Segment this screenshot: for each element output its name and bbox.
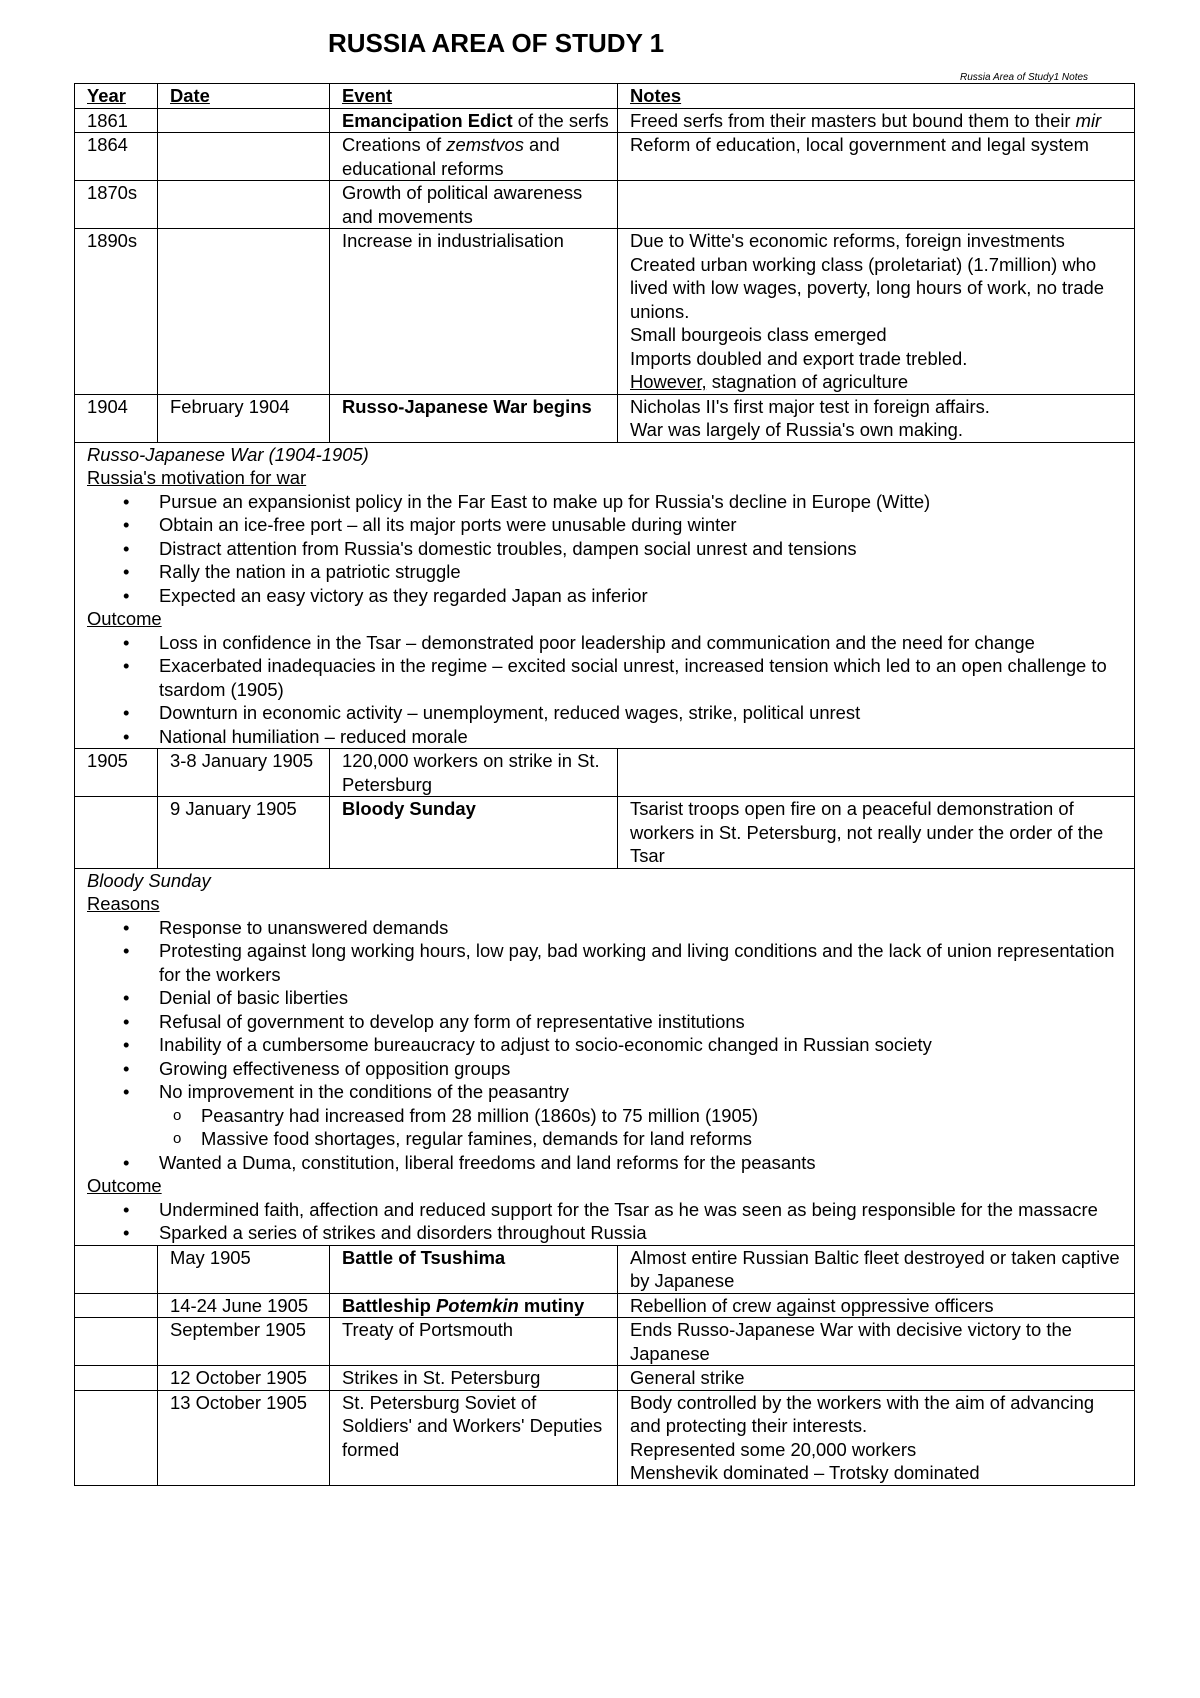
subsection-heading: Reasons xyxy=(87,893,160,914)
reasons-list xyxy=(87,916,1126,1175)
event-bold: Battleship xyxy=(342,1294,437,1316)
notes-cell: General strike xyxy=(618,1366,1135,1391)
page-title: RUSSIA AREA OF STUDY 1 xyxy=(328,28,665,58)
list-item: • Loss in confidence in the Tsar – demonstrated poor leadership and communication and the need for change xyxy=(159,631,1126,655)
section-cell xyxy=(75,868,1135,1245)
table-row xyxy=(75,749,1135,797)
date-cell xyxy=(158,181,330,229)
date-cell xyxy=(158,229,330,395)
notes-cell: Rebellion of crew against oppressive officers xyxy=(618,1293,1135,1318)
notes-text: stagnation of agriculture xyxy=(706,371,909,392)
notes-line: Nicholas II's first major test in foreign affairs. xyxy=(630,395,990,417)
notes-cell xyxy=(618,394,1135,442)
section-row-russo-japanese-war xyxy=(75,442,1135,749)
date-cell: 9 January 1905 xyxy=(158,797,330,869)
list-item: • Exacerbated inadequacies in the regime – excited social unrest, increased tension which led to an open challenge to tsardom (1905) xyxy=(159,654,1126,701)
year-cell xyxy=(75,797,158,869)
list-item: • Inability of a cumbersome bureaucracy to adjust to socio-economic changed in Russian society xyxy=(159,1033,1126,1057)
table-row xyxy=(75,1293,1135,1318)
list-item: • National humiliation – reduced morale xyxy=(159,725,1126,749)
notes-cell: Ends Russo-Japanese War with decisive victory to the Japanese xyxy=(618,1318,1135,1366)
list-item: • Sparked a series of strikes and disorders throughout Russia xyxy=(159,1221,1126,1245)
list-item: • Protesting against long working hours, low pay, bad working and living conditions and the lack of union representation for the workers xyxy=(159,939,1126,986)
notes-line: Represented some 20,000 workers xyxy=(630,1438,917,1460)
subsection-heading: Outcome xyxy=(87,1175,162,1196)
year-cell: 1870s xyxy=(75,181,158,229)
event-text: and educational reforms xyxy=(342,134,560,179)
notes-cell xyxy=(618,749,1135,797)
header-event: Event xyxy=(330,84,618,109)
event-cell: Growth of political awareness and movements xyxy=(330,181,618,229)
list-item: • Growing effectiveness of opposition groups xyxy=(159,1057,1126,1081)
section-heading: Bloody Sunday xyxy=(87,869,211,891)
outcome-list xyxy=(87,1198,1126,1245)
event-cell: Strikes in St. Petersburg xyxy=(330,1366,618,1391)
header-year: Year xyxy=(75,84,158,109)
year-cell xyxy=(75,1390,158,1485)
year-cell xyxy=(75,1366,158,1391)
list-item: • Obtain an ice-free port – all its major ports were unusable during winter xyxy=(159,513,1126,537)
notes-cell xyxy=(618,181,1135,229)
date-cell: 3-8 January 1905 xyxy=(158,749,330,797)
table-row xyxy=(75,181,1135,229)
year-cell: 1864 xyxy=(75,133,158,181)
notes-cell xyxy=(618,229,1135,395)
list-item: • Response to unanswered demands xyxy=(159,916,1126,940)
list-item: • Refusal of government to develop any form of representative institutions xyxy=(159,1010,1126,1034)
notes-line: Body controlled by the workers with the aim of advancing and protecting their interests. xyxy=(630,1391,1095,1436)
table-row xyxy=(75,108,1135,133)
event-bold: Emancipation Edict xyxy=(342,109,513,131)
list-item: • Pursue an expansionist policy in the Far East to make up for Russia's decline in Europe (Witte) xyxy=(159,490,1126,514)
date-cell: 12 October 1905 xyxy=(158,1366,330,1391)
list-item: • Undermined faith, affection and reduced support for the Tsar as he was seen as being responsible for the massacre xyxy=(159,1198,1126,1222)
subsection-heading: Outcome xyxy=(87,608,162,629)
study-notes-table xyxy=(74,83,1135,1486)
section-row-bloody-sunday xyxy=(75,868,1135,1245)
table-row xyxy=(75,394,1135,442)
year-cell: 1904 xyxy=(75,394,158,442)
notes-line: Due to Witte's economic reforms, foreign investments xyxy=(630,230,1065,251)
section-heading: Russo-Japanese War (1904-1905) xyxy=(87,443,369,465)
event-cell: 120,000 workers on strike in St. Petersburg xyxy=(330,749,618,797)
notes-cell xyxy=(618,108,1135,133)
table-row xyxy=(75,1390,1135,1485)
header-date: Date xyxy=(158,84,330,109)
notes-underlined: However, xyxy=(630,371,707,392)
event-cell: Bloody Sunday xyxy=(330,797,618,869)
subsection-heading: Russia's motivation for war xyxy=(87,467,307,488)
year-cell: 1861 xyxy=(75,108,158,133)
table-header-row xyxy=(75,84,1135,109)
notes-line: Created urban working class (proletariat) (1.7million) who lived with low wages, poverty, long hours of work, no trade unions. xyxy=(630,253,1104,322)
event-italic: zemstvos xyxy=(446,134,524,155)
date-cell: February 1904 xyxy=(158,394,330,442)
notes-line: War was largely of Russia's own making. xyxy=(630,419,963,440)
notes-cell: Reform of education, local government and legal system xyxy=(618,133,1135,181)
year-cell: 1905 xyxy=(75,749,158,797)
notes-cell: Tsarist troops open fire on a peaceful demonstration of workers in St. Petersburg, not really under the order of the Tsar xyxy=(618,797,1135,869)
notes-cell xyxy=(618,1390,1135,1485)
table-row xyxy=(75,229,1135,395)
event-bold-italic: Potemkin xyxy=(436,1294,519,1316)
notes-line: Small bourgeois class emerged xyxy=(630,324,887,345)
list-item xyxy=(159,1080,1126,1151)
list-item: • Denial of basic liberties xyxy=(159,986,1126,1010)
date-cell: May 1905 xyxy=(158,1245,330,1293)
date-cell xyxy=(158,108,330,133)
list-item: • Expected an easy victory as they regarded Japan as inferior xyxy=(159,584,1126,608)
event-cell xyxy=(330,133,618,181)
event-cell: St. Petersburg Soviet of Soldiers' and Workers' Deputies formed xyxy=(330,1390,618,1485)
year-cell xyxy=(75,1318,158,1366)
sub-reasons-list xyxy=(159,1104,1126,1151)
list-item: • Rally the nation in a patriotic struggle xyxy=(159,560,1126,584)
event-cell xyxy=(330,108,618,133)
event-cell xyxy=(330,1293,618,1318)
running-header: Russia Area of Study1 Notes xyxy=(960,72,1089,83)
table-row xyxy=(75,797,1135,869)
table-row xyxy=(75,1318,1135,1366)
table-row xyxy=(75,133,1135,181)
list-item: • Distract attention from Russia's domestic troubles, dampen social unrest and tensions xyxy=(159,537,1126,561)
notes-text: Freed serfs from their masters but bound them to their xyxy=(630,109,1076,131)
event-cell: Russo-Japanese War begins xyxy=(330,394,618,442)
event-cell: Battle of Tsushima xyxy=(330,1245,618,1293)
notes-cell: Almost entire Russian Baltic fleet destroyed or taken captive by Japanese xyxy=(618,1245,1135,1293)
date-cell: 14-24 June 1905 xyxy=(158,1293,330,1318)
section-cell xyxy=(75,442,1135,749)
event-bold: mutiny xyxy=(518,1294,585,1316)
list-item: • Downturn in economic activity – unemployment, reduced wages, strike, political unrest xyxy=(159,701,1126,725)
event-text: of the serfs xyxy=(512,109,609,131)
sub-list-item: o Massive food shortages, regular famines, demands for land reforms xyxy=(201,1127,1126,1151)
table-row xyxy=(75,1366,1135,1391)
list-item-text: No improvement in the conditions of the peasantry xyxy=(159,1081,569,1102)
event-cell: Increase in industrialisation xyxy=(330,229,618,395)
date-cell xyxy=(158,133,330,181)
date-cell: September 1905 xyxy=(158,1318,330,1366)
motivation-list xyxy=(87,490,1126,608)
year-cell: 1890s xyxy=(75,229,158,395)
event-text: Creations of xyxy=(342,134,447,155)
notes-italic: mir xyxy=(1075,109,1102,131)
list-item: • Wanted a Duma, constitution, liberal freedoms and land reforms for the peasants xyxy=(159,1151,1126,1175)
notes-line: Imports doubled and export trade trebled. xyxy=(630,347,968,369)
year-cell xyxy=(75,1245,158,1293)
sub-list-item: o Peasantry had increased from 28 million (1860s) to 75 million (1905) xyxy=(201,1104,1126,1128)
notes-line: Menshevik dominated – Trotsky dominated xyxy=(630,1462,980,1483)
date-cell: 13 October 1905 xyxy=(158,1390,330,1485)
header-notes: Notes xyxy=(618,84,1135,109)
outcome-list xyxy=(87,631,1126,749)
notes-line xyxy=(630,370,1126,394)
table-row xyxy=(75,1245,1135,1293)
event-cell: Treaty of Portsmouth xyxy=(330,1318,618,1366)
year-cell xyxy=(75,1293,158,1318)
